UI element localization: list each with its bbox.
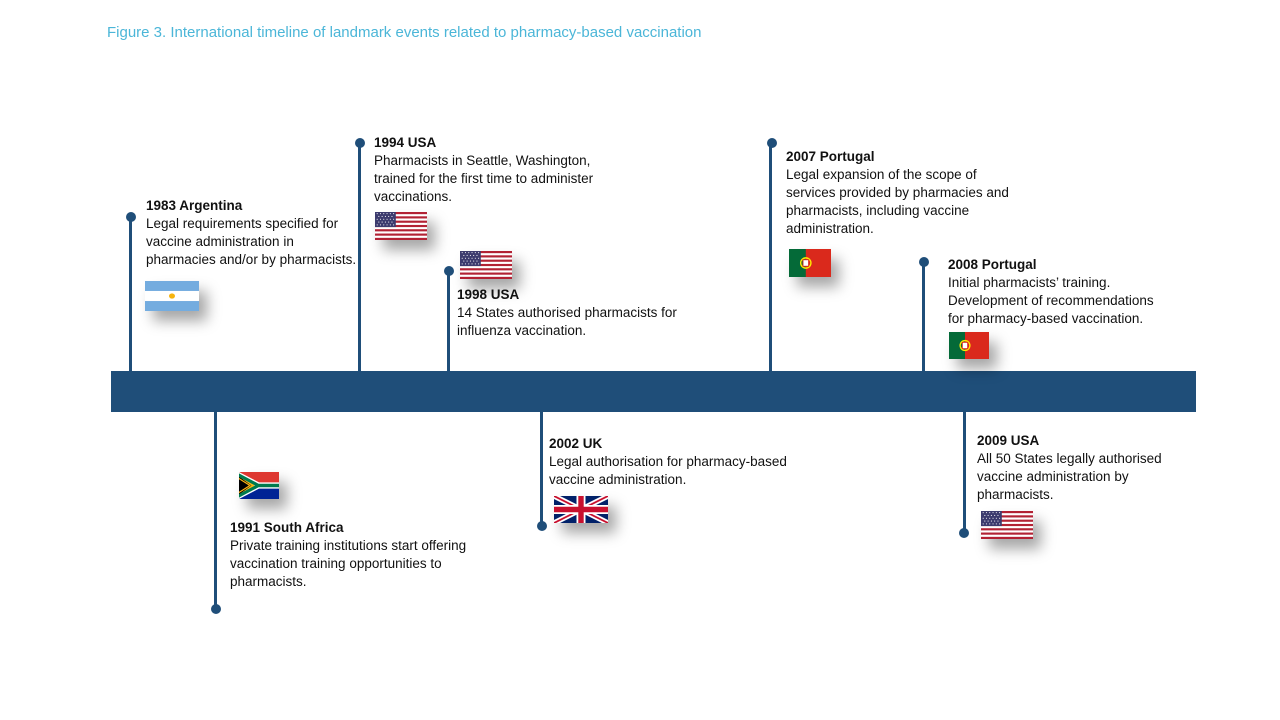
event-2008-portugal [948, 256, 1188, 328]
event-marker-dot [959, 528, 969, 538]
event-2009-usa [977, 432, 1217, 504]
event-stem [963, 411, 966, 533]
event-heading: 2002 UK [549, 436, 603, 451]
portugal-flag-icon [789, 249, 831, 277]
event-heading: 2009 USA [977, 433, 1040, 448]
usa-flag-icon [375, 212, 427, 240]
event-description: Legal authorisation for pharmacy-based vaccine administration. [549, 454, 787, 487]
event-marker-dot [126, 212, 136, 222]
event-description: Legal requirements specified for vaccine administration in pharmacies and/or by pharmacists. [146, 216, 357, 267]
event-stem [129, 216, 132, 372]
event-description: Initial pharmacists’ training. Development of recommendations for pharmacy-based vaccination. [948, 275, 1154, 326]
event-stem [214, 411, 217, 608]
event-heading: 1983 Argentina [146, 198, 243, 213]
portugal-flag-icon [949, 332, 989, 359]
event-1998-usa [457, 286, 717, 340]
event-marker-dot [919, 257, 929, 267]
figure-caption: Figure 3. International timeline of landmark events related to pharmacy-based vaccination [107, 24, 702, 41]
event-2002-uk [549, 435, 819, 489]
event-stem [922, 262, 925, 372]
event-marker-dot [444, 266, 454, 276]
event-marker-dot [767, 138, 777, 148]
event-stem [540, 411, 543, 526]
event-description: Private training institutions start offering vaccination training opportunities to pharmacists. [230, 538, 467, 589]
event-description: All 50 States legally authorised vaccine administration by pharmacists. [977, 451, 1162, 502]
event-description: Legal expansion of the scope of services provided by pharmacies and pharmacists, including vaccine administration. [786, 167, 1009, 236]
event-heading: 1998 USA [457, 287, 520, 302]
event-marker-dot [355, 138, 365, 148]
event-heading: 1991 South Africa [230, 520, 344, 535]
event-1983-argentina [146, 197, 386, 269]
event-stem [769, 143, 772, 372]
event-marker-dot [211, 604, 221, 614]
event-marker-dot [537, 521, 547, 531]
event-stem [447, 271, 450, 372]
event-1994-usa [374, 134, 634, 206]
event-heading: 1994 USA [374, 135, 437, 150]
event-heading: 2008 Portugal [948, 257, 1037, 272]
argentina-flag-icon [145, 281, 199, 311]
south-africa-flag-icon [239, 472, 279, 499]
event-description: 14 States authorised pharmacists for influenza vaccination. [457, 305, 677, 338]
usa-flag-icon [460, 251, 512, 279]
uk-flag-icon [554, 496, 608, 523]
event-2007-portugal [786, 148, 1026, 238]
usa-flag-icon [981, 511, 1033, 539]
event-heading: 2007 Portugal [786, 149, 875, 164]
event-1991-south-africa [230, 519, 520, 591]
event-stem [358, 143, 361, 372]
event-description: Pharmacists in Seattle, Washington, trained for the first time to administer vaccinations. [374, 153, 594, 204]
timeline-axis [111, 371, 1196, 412]
